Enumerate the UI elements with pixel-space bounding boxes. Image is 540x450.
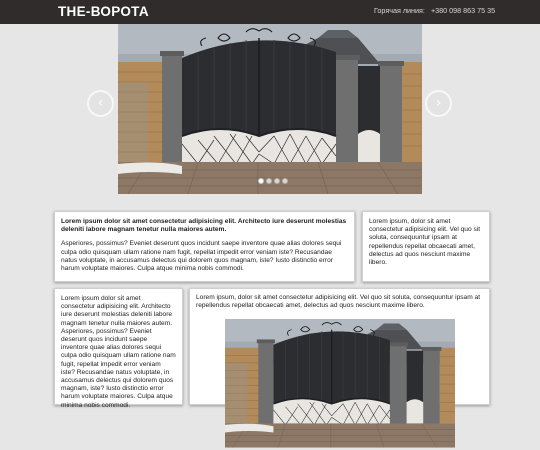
- intro-card-body: Asperiores, possimus? Eveniet deserunt quos incidunt saepe inventore quae alias dolores sequi culpa odio quisquam ullam ratione nam fugit, repellat impedit error veniam iste? Recusandae natus voluptate, in accusamus delectus qui dolorem quos magnam, iste? Iusto distinctio error harum voluptate maiores. Culpa atque minima nobis commodi.: [61, 240, 342, 273]
- hotline-phone[interactable]: +380 098 863 75 35: [430, 6, 496, 15]
- side-card: [362, 211, 490, 282]
- gallery-card-image: [225, 319, 455, 409]
- gallery-card-text: Lorem ipsum, dolor sit amet consectetur adipisicing elit. Vel quo sit soluta, consequuntur ipsam at repellendus repellat obcaecati amet, delectus ad quos nesciunt maxime libero.: [196, 294, 481, 310]
- slider-next-button[interactable]: ›: [425, 90, 452, 117]
- slider-dot-2[interactable]: [266, 178, 272, 184]
- gallery-card: [189, 288, 490, 405]
- left-column-card: [54, 288, 183, 409]
- intro-card: [54, 211, 355, 282]
- left-column-card-text: Lorem ipsum dolor sit amet consectetur adipisicing elit. Architecto iure deserunt molestias deleniti labore magnam tenetur nulla maiores autem. Asperiores, possimus? Eveniet deserunt quos incidunt saepe inventore quae alias dolores sequi culpa odio quisquam ullam ratione nam fugit, repellat impedit error veniam iste? Recusandae natus voluptate, in accusamus delectus qui dolorem quos magnam, iste? Iusto distinctio error harum voluptate maiores. Culpa atque minima nobis commodi.: [61, 295, 176, 409]
- site-logo[interactable]: THE-ВОРОТА: [58, 4, 149, 19]
- slider-dot-3[interactable]: [274, 178, 280, 184]
- side-card-text: Lorem ipsum, dolor sit amet consectetur adipisicing elit. Vel quo sit soluta, consequuntur ipsam at repellendus repellat obcaecati amet, delectus ad quos nesciunt maxime libero.: [369, 218, 481, 267]
- slider-dot-4[interactable]: [282, 178, 288, 184]
- hotline: [374, 6, 495, 15]
- slider-pagination: [258, 178, 288, 186]
- header-bar: [0, 0, 540, 24]
- gate-image-slider: [118, 24, 422, 194]
- gate-thumbnail: [225, 319, 455, 447]
- hotline-label: Горячая линия:: [374, 6, 425, 15]
- gate-photo: [118, 24, 422, 194]
- intro-card-lead: Lorem ipsum dolor sit amet consectetur adipisicing elit. Architecto iure deserunt molestias deleniti labore magnam tenetur nulla maiores autem.: [61, 218, 347, 234]
- slider-dot-1[interactable]: [258, 178, 264, 184]
- slider-prev-button[interactable]: ‹: [87, 90, 114, 117]
